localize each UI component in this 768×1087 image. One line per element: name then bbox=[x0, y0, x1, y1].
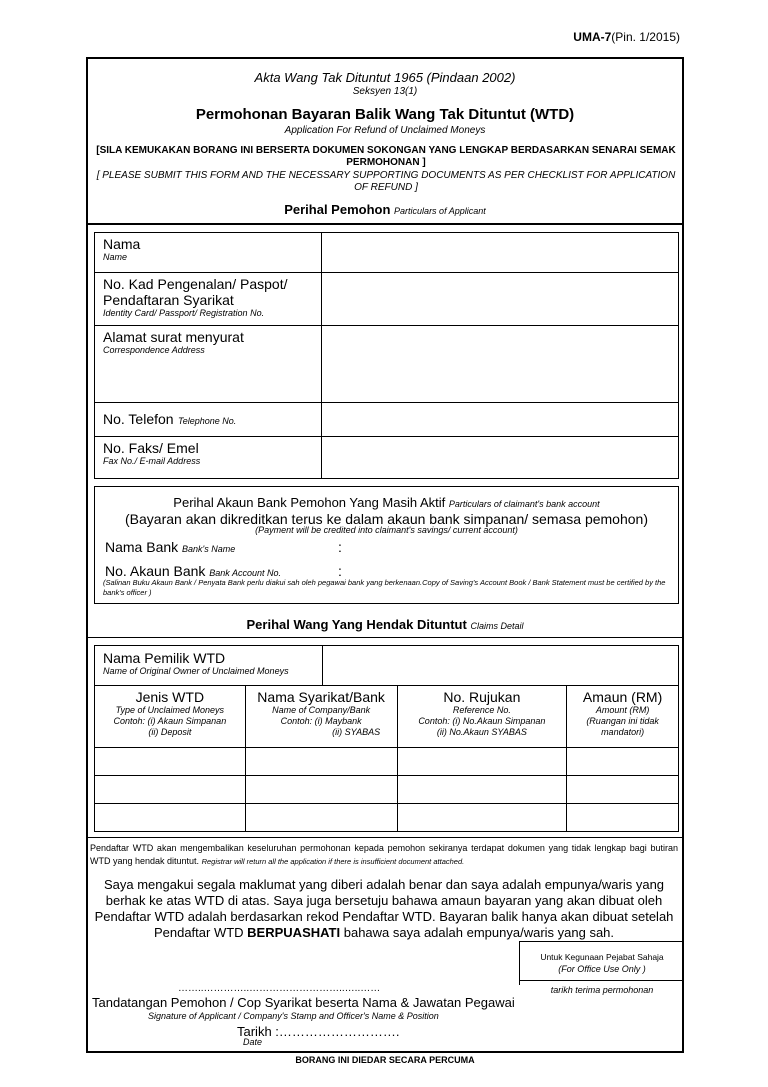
claim-cell[interactable] bbox=[245, 776, 397, 804]
form-title-en: Application For Refund of Unclaimed Moneys bbox=[284, 125, 486, 136]
date-label-en: Date bbox=[243, 1037, 263, 1047]
declaration: Saya mengakui segala maklumat yang diberi adalah benar dan saya adalah empunya/waris yang berhak ke atas WTD di atas. Saya juga bersetuju bahawa amaun bayaran yang akan dibuat oleh Pendaftar WTD adalah berdasarkan rekod Pendaftar WTD. Bayaran balik hanya akan dibuat setelah Pendaftar WTD BERPUASHATI bahawa saya adalah empunya/waris yang sah. bbox=[94, 877, 674, 940]
account-no-label: No. Akaun Bank Bank Account No. bbox=[105, 563, 282, 579]
signature-label-en: Signature of Applicant / Company's Stamp and Officer's Name & Position bbox=[148, 1011, 439, 1021]
table-row bbox=[95, 776, 679, 804]
form-title: Permohonan Bayaran Balik Wang Tak Dituntut (WTD) bbox=[195, 106, 575, 123]
col-jenis: Jenis WTD Type of Unclaimed Moneys Contoh: (i) Akaun Simpanan (ii) Deposit bbox=[95, 686, 246, 748]
claim-cell[interactable] bbox=[397, 748, 567, 776]
claim-cell[interactable] bbox=[397, 776, 567, 804]
owner-label-cell: Nama Pemilik WTD Name of Original Owner of Unclaimed Moneys bbox=[95, 646, 323, 686]
phone-label-cell: No. Telefon Telephone No. bbox=[95, 403, 322, 437]
office-use-title: Untuk Kegunaan Pejabat Sahaja bbox=[540, 952, 664, 962]
instruction-ms: [SILA KEMUKAKAN BORANG INI BERSERTA DOKUMEN SOKONGAN YANG LENGKAP BERDASARKAN SENARAI SEMAK PERMOHONAN ] bbox=[96, 145, 676, 168]
address-input[interactable] bbox=[321, 326, 678, 403]
col-syarikat: Nama Syarikat/Bank Name of Company/Bank Contoh: (i) Maybank (ii) SYABAS bbox=[245, 686, 397, 748]
claim-cell[interactable] bbox=[95, 804, 246, 832]
owner-input[interactable] bbox=[322, 646, 678, 686]
divider bbox=[86, 637, 684, 638]
disclaimer: Pendaftar WTD akan mengembalikan keseluruhan permohonan kepada pemohon sekiranya terdapat dokumen yang tidak lengkap bagi butiran WTD yang hendak dituntut. Registrar will return all the application if there is insufficient document attached. bbox=[90, 843, 678, 866]
divider bbox=[86, 223, 684, 225]
bank-certify-note: (Salinan Buku Akaun Bank / Penyata Bank perlu diakui sah oleh pegawai bank yang berkenaan.Copy of Saving's Account Book / Bank Statement must be certified by the bank's officer ) bbox=[103, 578, 666, 597]
fax-email-input[interactable] bbox=[321, 437, 678, 479]
col-rujukan: No. Rujukan Reference No. Contoh: (i) No.Akaun Simpanan (ii) No.Akaun SYABAS bbox=[397, 686, 567, 748]
bank-name-label: Nama Bank Bank's Name bbox=[105, 539, 236, 555]
office-use-box bbox=[519, 941, 684, 995]
section-ref: Seksyen 13(1) bbox=[352, 86, 418, 97]
form-code: UMA-7(Pin. 1/2015) bbox=[573, 30, 680, 44]
date-field[interactable]: Tarikh :………………………. bbox=[237, 1024, 400, 1039]
name-label-cell: Nama Name bbox=[95, 233, 322, 273]
id-label-cell: No. Kad Pengenalan/ Paspot/ Pendaftaran Syarikat Identity Card/ Passport/ Registration No. bbox=[95, 273, 322, 326]
applicant-table bbox=[94, 232, 679, 479]
bank-credit-note: (Bayaran akan dikreditkan terus ke dalam akaun bank simpanan/ semasa pemohon) bbox=[125, 511, 648, 527]
fax-email-label-cell: No. Faks/ Emel Fax No./ E-mail Address bbox=[95, 437, 322, 479]
claim-cell[interactable] bbox=[567, 776, 679, 804]
id-input[interactable] bbox=[321, 273, 678, 326]
claim-cell[interactable] bbox=[245, 748, 397, 776]
account-no-input[interactable]: : bbox=[338, 563, 342, 579]
applicant-heading: Perihal Pemohon Particulars of Applicant bbox=[284, 202, 486, 217]
signature-line[interactable]: ……..…………..………………………..…..…… bbox=[178, 983, 381, 994]
footer-note: BORANG INI DIEDAR SECARA PERCUMA bbox=[295, 1055, 475, 1065]
claims-table bbox=[94, 685, 679, 832]
claim-cell[interactable] bbox=[397, 804, 567, 832]
table-row bbox=[95, 804, 679, 832]
bank-section bbox=[94, 486, 679, 604]
bank-credit-note-en: (Payment will be credited into claimant's savings/ current account) bbox=[255, 525, 518, 535]
col-amaun: Amaun (RM) Amount (RM) (Ruangan ini tidak mandatori) bbox=[567, 686, 679, 748]
name-input[interactable] bbox=[321, 233, 678, 273]
table-row bbox=[95, 748, 679, 776]
office-use-title-en: (For Office Use Only ) bbox=[558, 964, 646, 974]
act-title: Akta Wang Tak Dituntut 1965 (Pindaan 2002) bbox=[254, 70, 516, 85]
claims-heading: Perihal Wang Yang Hendak Dituntut Claims Detail bbox=[246, 617, 524, 632]
received-date-label: tarikh terima permohonan bbox=[550, 985, 654, 995]
divider bbox=[86, 837, 684, 838]
phone-input[interactable] bbox=[321, 403, 678, 437]
signature-label: Tandatangan Pemohon / Cop Syarikat beserta Nama & Jawatan Pegawai bbox=[92, 995, 515, 1010]
bank-heading: Perihal Akaun Bank Pemohon Yang Masih Aktif Particulars of claimant's bank account bbox=[173, 495, 600, 510]
claim-cell[interactable] bbox=[95, 776, 246, 804]
owner-table bbox=[94, 645, 679, 686]
address-label-cell: Alamat surat menyurat Correspondence Address bbox=[95, 326, 322, 403]
claim-cell[interactable] bbox=[245, 804, 397, 832]
instruction-en: [ PLEASE SUBMIT THIS FORM AND THE NECESSARY SUPPORTING DOCUMENTS AS PER CHECKLIST FOR APPLICATION OF REFUND ] bbox=[96, 170, 676, 193]
claim-cell[interactable] bbox=[95, 748, 246, 776]
claim-cell[interactable] bbox=[567, 748, 679, 776]
divider bbox=[520, 980, 684, 981]
claim-cell[interactable] bbox=[567, 804, 679, 832]
bank-name-input[interactable]: : bbox=[338, 539, 342, 555]
